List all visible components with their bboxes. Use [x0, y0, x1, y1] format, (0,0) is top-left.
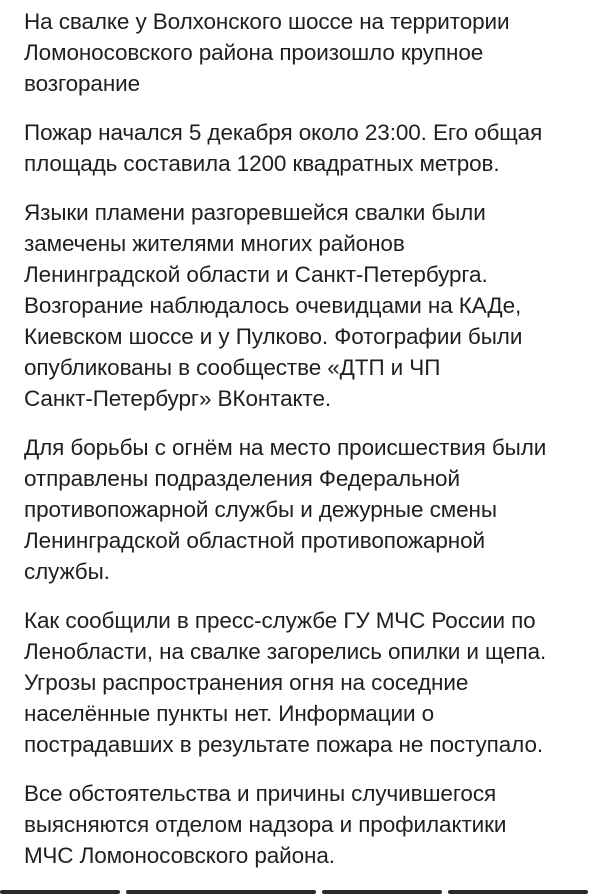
post-paragraph: Как сообщили в пресс-службе ГУ МЧС России по Ленобласти, на свалке загорелись опилки и щепа. Угрозы распространения огня на соседние населённые пункты нет. Информации о пострадавших в результате пожара не поступало.: [24, 608, 547, 757]
post-paragraph: Все обстоятельства и причины случившегося выясняются отделом надзора и профилактики МЧС Ломоносовского района.: [24, 781, 507, 868]
post-paragraph: Пожар начался 5 декабря около 23:00. Его общая площадь составила 1200 квадратных метров.: [24, 120, 543, 176]
bottom-bar-segment: [0, 890, 120, 894]
post-body: [24, 6, 590, 889]
bottom-bar-segment: [322, 890, 442, 894]
bottom-edge-bar: [0, 888, 600, 894]
post-paragraph: На свалке у Волхонского шоссе на территории Ломоносовского района произошло крупное возгорание: [24, 9, 510, 96]
post-paragraph: Языки пламени разгоревшейся свалки были замечены жителями многих районов Ленинградской области и Санкт-Петербурга. Возгорание наблюдалось очевидцами на КАДе, Киевском шоссе и у Пулково. Фотографии были опубликованы в сообществе «ДТП и ЧП Санкт-Петербург» ВКонтакте.: [24, 200, 523, 411]
bottom-bar-segment: [448, 890, 588, 894]
bottom-bar-segment: [126, 890, 316, 894]
post-paragraph: Для борьбы с огнём на место происшествия были отправлены подразделения Федеральной противопожарной службы и дежурные смены Ленинградской областной противопожарной службы.: [24, 435, 547, 584]
